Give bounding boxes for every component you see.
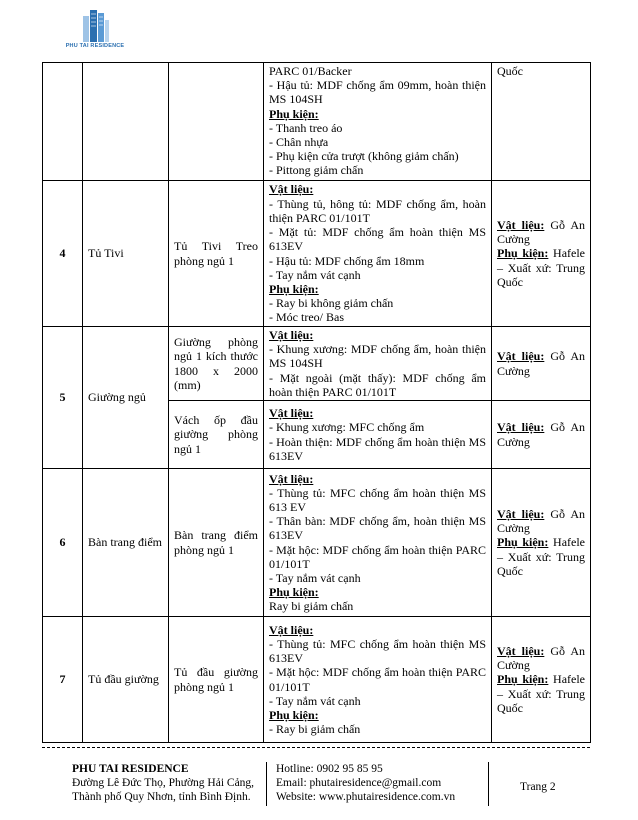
building-logo-icon (75, 8, 115, 42)
spec-line: Quốc (497, 64, 523, 78)
item-description: Tủ đầu giường phòng ngủ 1 (169, 617, 264, 743)
footer-address-line-1: Đường Lê Đức Thọ, Phường Hải Cảng, (72, 777, 255, 789)
footer-website: Website: www.phutairesidence.com.vn (276, 791, 456, 803)
row-number: 4 (43, 181, 83, 327)
section-heading: Vật liệu: (269, 182, 314, 197)
spec-line: - Mặt tủ: MDF chống ẩm hoàn thiện MS 613EV (269, 225, 486, 254)
section-heading: Vật liệu: (497, 349, 545, 364)
section-heading: Phụ kiện: (497, 535, 549, 550)
origin-info (492, 63, 591, 181)
spec-line: - Chân nhựa (269, 135, 329, 150)
section-heading: Phụ kiện: (269, 585, 319, 600)
footer-separator (266, 762, 267, 806)
item-description (169, 63, 264, 181)
section-line (269, 182, 486, 196)
section-line: Vật liệu: Gỗ An Cường (497, 217, 585, 247)
section-line: Vật liệu: Gỗ An Cường (497, 644, 585, 673)
item-description: Tủ Tivi Treo phòng ngủ 1 (169, 181, 264, 327)
section-heading: Vật liệu: (497, 217, 545, 232)
section-heading: Vật liệu: (269, 328, 314, 342)
section-heading: Vật liệu: (497, 507, 545, 521)
spec-line: - Thùng tủ, hông tủ: MDF chống ẩm, hoàn thiện PARC 01/101T (269, 196, 486, 225)
section-line: Phụ kiện: Hafele – Xuất xứ: Trung Quốc (497, 672, 585, 715)
spec-line: - Ray bi không giảm chấn (269, 296, 394, 311)
spec-line: - Hậu tủ: MDF chống ẩm 18mm (269, 253, 425, 268)
spec-line: - Móc treo/ Bas (269, 310, 344, 325)
item-name: Giường ngủ (83, 327, 169, 469)
section-heading: Vật liệu: (497, 644, 545, 658)
section-line: Phụ kiện: Hafele – Xuất xứ: Trung Quốc (497, 535, 585, 578)
spec-line: - Hoàn thiện: MDF chống ẩm hoàn thiện MS 613EV (269, 434, 486, 463)
footer-page-number: Trang 2 (520, 781, 556, 793)
section-heading: Phụ kiện: (269, 281, 319, 296)
item-name: Tủ đầu giường (83, 617, 169, 743)
section-line (269, 708, 486, 722)
item-name (83, 63, 169, 181)
furniture-spec-table (42, 62, 591, 743)
section-line: Phụ kiện: Hafele – Xuất xứ: Trung Quốc (497, 246, 585, 289)
material-spec (264, 63, 492, 181)
footer-divider (42, 747, 590, 748)
footer-email: Email: phutairesidence@gmail.com (276, 777, 442, 789)
section-line (269, 623, 486, 637)
footer-address-line-2: Thành phố Quy Nhơn, tỉnh Bình Định. (72, 791, 251, 803)
row-number: 6 (43, 469, 83, 617)
spec-line: - Mặt ngoài (mặt thấy): MDF chống ẩm hoàn thiện PARC 01/101T (269, 370, 486, 399)
section-heading: Phụ kiện: (269, 707, 319, 722)
section-line (269, 472, 486, 486)
footer-contact-block (276, 762, 455, 804)
section-line (269, 107, 486, 121)
table-row (43, 327, 591, 401)
footer-company-block (72, 762, 254, 804)
spec-line: - Khung xương: MFC chống ẩm (269, 420, 425, 435)
spec-line: - Ray bi giảm chấn (269, 722, 361, 737)
material-spec (264, 181, 492, 327)
section-heading: Phụ kiện: (269, 106, 319, 121)
table-row (43, 469, 591, 617)
origin-info (492, 181, 591, 327)
material-spec (264, 617, 492, 743)
spec-line: Ray bi giảm chấn (269, 599, 354, 614)
origin-info (492, 469, 591, 617)
material-spec (264, 469, 492, 617)
table-row (43, 181, 591, 327)
material-spec (264, 401, 492, 469)
item-description: Vách ốp đầu giường phòng ngủ 1 (169, 401, 264, 469)
spec-line: - Mặt hộc: MDF chống ẩm hoàn thiện PARC 01/101T (269, 665, 486, 694)
row-number (43, 63, 83, 181)
spec-line: - Hậu tủ: MDF chống ẩm 09mm, hoàn thiện MS 104SH (269, 78, 486, 107)
spec-line: PARC 01/Backer (269, 64, 352, 78)
footer-separator (488, 762, 489, 806)
section-line (269, 585, 486, 599)
company-logo (60, 8, 130, 52)
section-line: Vật liệu: Gỗ An Cường (497, 507, 585, 536)
table-row (43, 617, 591, 743)
section-heading: Vật liệu: (269, 406, 314, 421)
origin-info (492, 401, 591, 469)
spec-line: - Tay nắm vát cạnh (269, 570, 361, 585)
spec-line: - Thanh treo áo (269, 120, 343, 135)
origin-info (492, 617, 591, 743)
table-row (43, 63, 591, 181)
item-name: Tủ Tivi (83, 181, 169, 327)
spec-line: - Thùng tủ: MFC chống ẩm hoàn thiện MS 613EV (269, 636, 486, 666)
spec-line: - Tay nắm vát cạnh (269, 267, 361, 282)
row-number: 7 (43, 617, 83, 743)
footer-hotline: Hotline: 0902 95 85 95 (276, 763, 383, 775)
section-heading: Phụ kiện: (497, 246, 549, 261)
material-spec (264, 327, 492, 401)
section-heading: Phụ kiện: (497, 672, 549, 687)
section-line (269, 328, 486, 342)
spec-line: - Phụ kiện cửa trượt (không giảm chấn) (269, 149, 459, 164)
row-number: 5 (43, 327, 83, 469)
section-line (269, 282, 486, 296)
spec-line: - Tay nắm vát cạnh (269, 693, 361, 708)
section-line: Vật liệu: Gỗ An Cường (497, 420, 585, 449)
section-heading: Vật liệu: (269, 471, 314, 486)
item-description: Giường phòng ngủ 1 kích thước 1800 x 2000 (mm) (169, 327, 264, 401)
spec-line: - Pittong giảm chấn (269, 163, 364, 178)
spec-line: - Thùng tủ: MFC chống ẩm hoàn thiện MS 613 EV (269, 485, 486, 514)
origin-info (492, 327, 591, 401)
section-line (269, 406, 486, 420)
section-heading: Vật liệu: (269, 622, 314, 637)
item-name: Bàn trang điểm (83, 469, 169, 617)
section-line: Vật liệu: Gỗ An Cường (497, 349, 585, 378)
item-description: Bàn trang điểm phòng ngủ 1 (169, 469, 264, 617)
spec-line: - Khung xương: MDF chống ẩm, hoàn thiện MS 104SH (269, 342, 486, 371)
logo-text: PHU TAI RESIDENCE (65, 43, 125, 49)
footer-company-name: PHU TAI RESIDENCE (72, 763, 189, 775)
spec-line: - Thân bàn: MDF chống ẩm, hoàn thiện MS 613EV (269, 514, 486, 543)
section-heading: Vật liệu: (497, 420, 545, 435)
spec-line: - Mặt hộc: MDF chống ẩm hoàn thiện PARC 01/101T (269, 542, 486, 571)
